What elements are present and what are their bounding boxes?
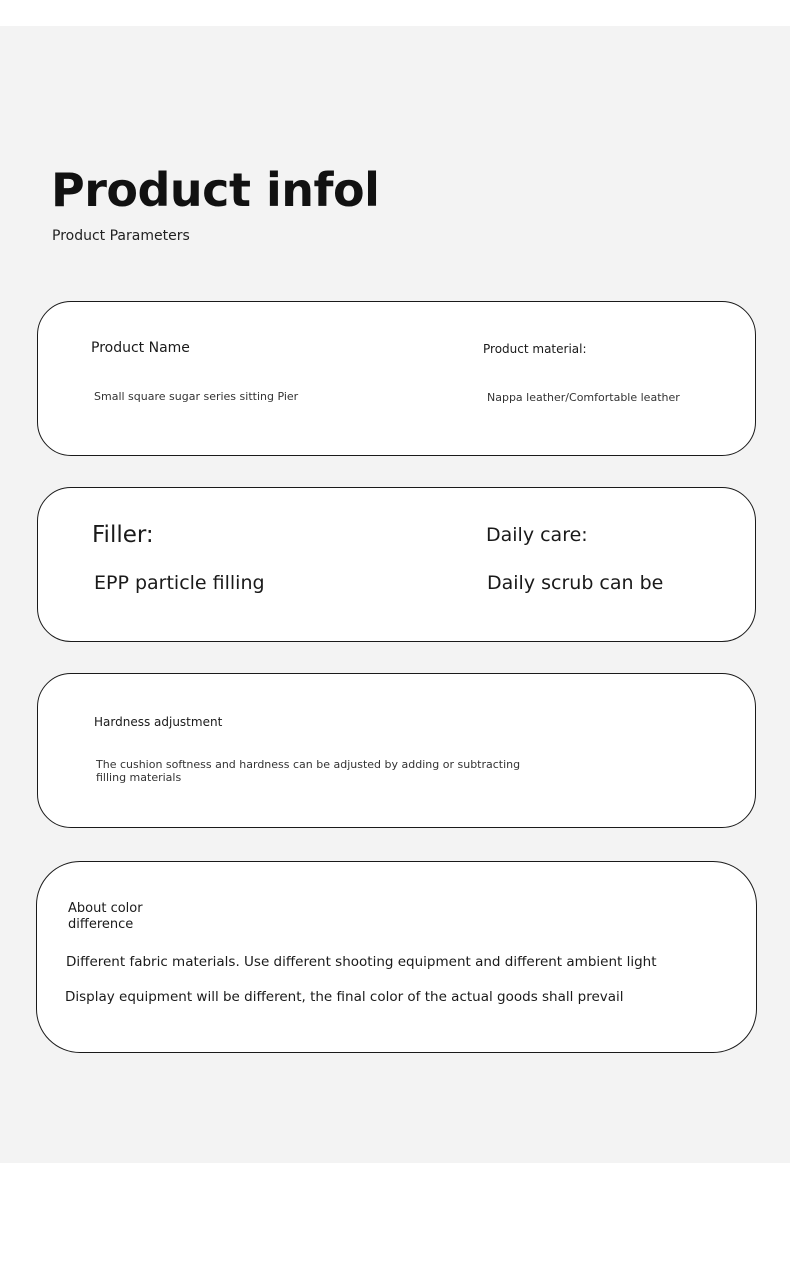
- product-name-label: Product Name: [91, 340, 190, 356]
- color-difference-text-line: Display equipment will be different, the final color of the actual goods shall prevail: [65, 989, 624, 1005]
- parameter-card-hardness: [37, 673, 756, 828]
- hardness-label: Hardness adjustment: [94, 715, 223, 729]
- color-difference-text-line: Different fabric materials. Use different shooting equipment and different ambient light: [66, 954, 657, 970]
- filler-value: EPP particle filling: [94, 572, 265, 594]
- daily-care-label: Daily care:: [486, 524, 588, 546]
- product-material-value: Nappa leather/Comfortable leather: [487, 391, 680, 404]
- parameter-card-color-difference: [36, 861, 757, 1053]
- page-subtitle: Product Parameters: [52, 228, 190, 244]
- hardness-value: The cushion softness and hardness can be adjusted by adding or subtracting filling materials: [96, 758, 521, 784]
- filler-label: Filler:: [92, 522, 154, 548]
- product-name-value: Small square sugar series sitting Pier: [94, 390, 299, 403]
- product-material-label: Product material:: [483, 342, 587, 356]
- page-title: Product infol: [51, 163, 380, 217]
- daily-care-value: Daily scrub can be: [487, 572, 664, 594]
- parameter-card-name-material: [37, 301, 756, 456]
- color-difference-label: About color difference: [68, 901, 143, 932]
- parameter-card-filler-care: [37, 487, 756, 642]
